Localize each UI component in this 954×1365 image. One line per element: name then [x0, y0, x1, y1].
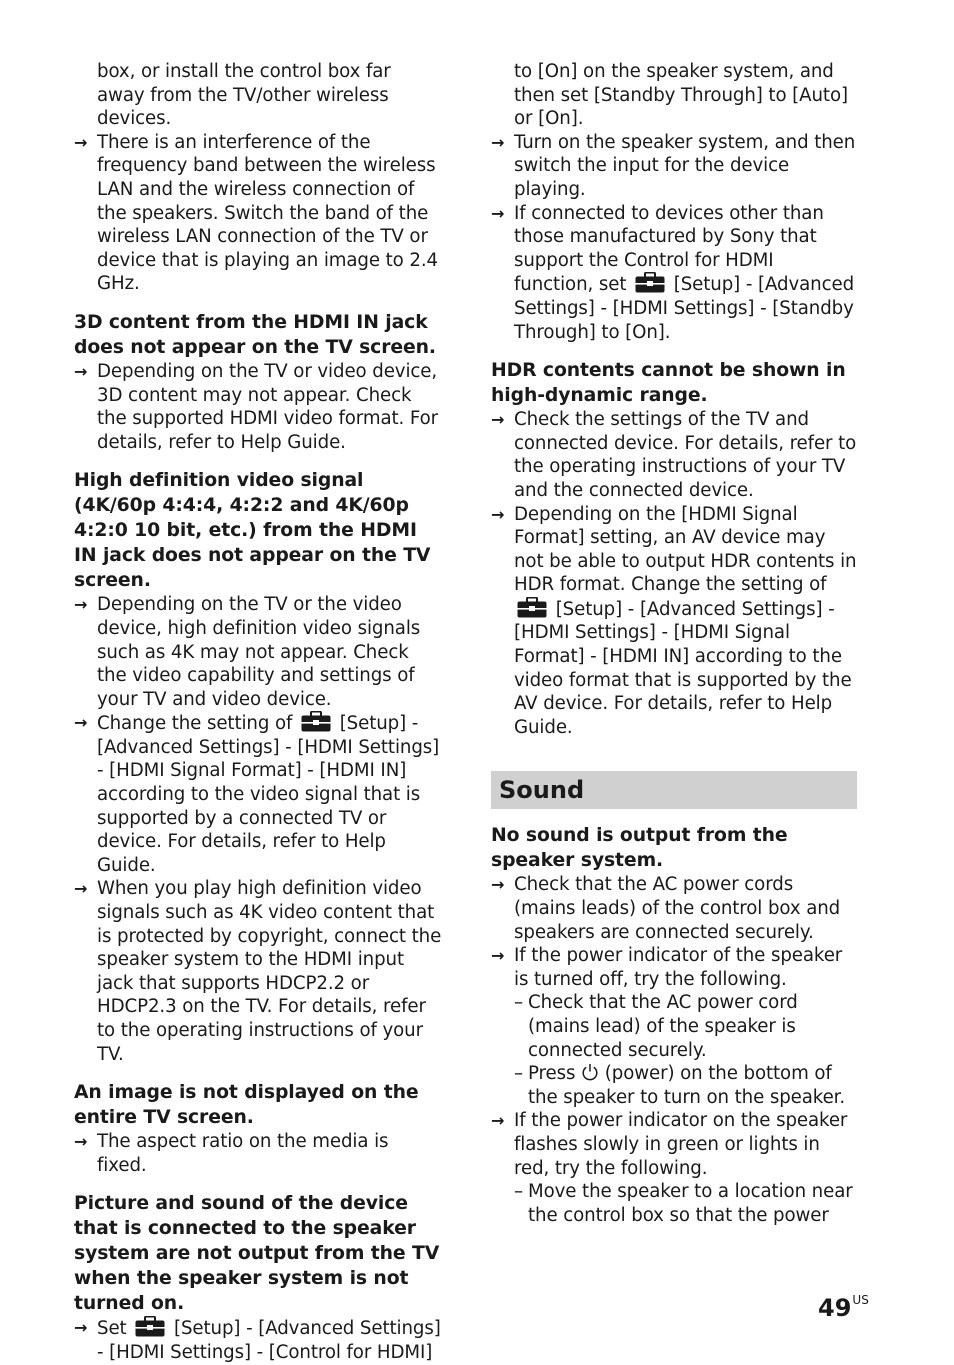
page-number: $49^{US}$	[818, 1293, 869, 1322]
section-title-bar	[491, 771, 857, 809]
right-column	[491, 60, 857, 1227]
arrow-icon: →	[491, 875, 505, 895]
arrow-icon: →	[491, 504, 505, 524]
list-item: → Turn on the speaker system, and then switch the input for the device playing.	[491, 131, 856, 200]
list-item: → Check that the AC power cords (mains leads) of the control box and speakers are connected securely.	[491, 874, 841, 943]
section-title: Sound	[499, 776, 585, 805]
arrow-icon: →	[74, 879, 88, 899]
continued-text: box, or install the control box far away from the TV/other wireless devices.	[97, 61, 391, 130]
list-item: → Set [Setup] - [Advanced Settings] - [HDMI Settings] - [Control for HDMI]	[74, 1318, 441, 1363]
section-heading: 3D content from the HDMI IN jack does not appear on the TV screen.	[74, 311, 436, 358]
arrow-icon: →	[491, 1111, 505, 1131]
toolbox-icon	[301, 711, 331, 732]
list-item: → Depending on the TV or video device, 3D content may not appear. Check the supported HDMI video format. For details, refer to Help Guide.	[74, 360, 439, 453]
section-heading: HDR contents cannot be shown in high-dynamic range.	[491, 360, 846, 407]
arrow-icon: →	[74, 713, 88, 733]
list-item: → Depending on the [HDMI Signal Format] setting, an AV device may not be able to output HDR contents in HDR format. Change the setting of [Setup] - [Advanced Settings] - [HDMI Settings] - [HDMI Signal Format] - [HDMI IN] according to the video format that is supported by the AV device. For details, refer to Help Guide.	[491, 503, 857, 738]
toolbox-icon	[135, 1316, 165, 1337]
sub-list-item: – Check that the AC power cord (mains lead) of the speaker is connected securely.	[514, 992, 798, 1061]
sub-list-item: – Move the speaker to a location near the control box so that the power	[514, 1181, 853, 1226]
list-item: → If the power indicator on the speaker flashes slowly in green or lights in red, try the following.	[491, 1110, 848, 1179]
arrow-icon: →	[491, 203, 505, 223]
section-heading: High definition video signal (4K/60p 4:4:4, 4:2:2 and 4K/60p 4:2:0 10 bit, etc.) from the HDMI IN jack does not appear on the TV screen.	[74, 470, 431, 592]
list-item: → If the power indicator of the speaker is turned off, try the following.	[491, 945, 843, 990]
toolbox-icon	[517, 597, 547, 618]
arrow-icon: →	[74, 361, 88, 381]
dash-marker: –	[514, 1181, 523, 1203]
arrow-icon: →	[74, 1132, 88, 1152]
list-item: → Change the setting of [Setup] - [Advanced Settings] - [HDMI Settings] - [HDMI Signal Format] - [HDMI IN] according to the video signal that is supported by a connected TV or device. For details, refer to Help Guide.	[74, 713, 440, 876]
power-icon	[581, 1063, 599, 1081]
section-heading: Picture and sound of the device that is connected to the speaker system are not output from the TV when the speaker system is not turned on.	[74, 1193, 440, 1315]
arrow-icon: →	[491, 946, 505, 966]
list-item: → If connected to devices other than those manufactured by Sony that support the Control for HDMI function, set [Setup] - [Advanced Settings] - [HDMI Settings] - [Standby Through] to [On].	[491, 202, 855, 343]
list-item: → Check the settings of the TV and connected device. For details, refer to the operating instructions of your TV and the connected device.	[491, 409, 857, 501]
list-item: → When you play high definition video signals such as 4K video content that is protected by copyright, connect the speaker system to the HDMI input jack that supports HDCP2.2 or HDCP2.3 on the TV. For details, refer to the operating instructions of your TV.	[74, 878, 442, 1065]
sub-list-item: – Press (power) on the bottom of the speaker to turn on the speaker.	[514, 1063, 846, 1108]
arrow-icon: →	[74, 595, 88, 615]
section-heading: An image is not displayed on the entire TV screen.	[74, 1082, 419, 1129]
arrow-icon: →	[74, 1318, 88, 1338]
arrow-icon: →	[491, 132, 505, 152]
continued-text: to [On] on the speaker system, and then set [Standby Through] to [Auto] or [On].	[514, 61, 848, 130]
left-column	[74, 60, 442, 1365]
arrow-icon: →	[74, 132, 88, 152]
region-code: US	[852, 1293, 869, 1307]
arrow-icon: →	[491, 410, 505, 430]
list-item: → Depending on the TV or the video device, high definition video signals such as 4K may not appear. Check the video capability and settings of your TV and video device.	[74, 594, 421, 710]
list-item: → The aspect ratio on the media is fixed.	[74, 1131, 389, 1176]
section-heading: No sound is output from the speaker system.	[491, 825, 788, 872]
dash-marker: –	[514, 992, 523, 1014]
toolbox-icon	[635, 272, 665, 293]
list-item: → There is an interference of the frequency band between the wireless LAN and the wireless connection of the speakers. Switch the band of the wireless LAN connection of the TV or device that is playing an image to 2.4 GHz.	[74, 131, 439, 295]
dash-marker: –	[514, 1063, 523, 1085]
